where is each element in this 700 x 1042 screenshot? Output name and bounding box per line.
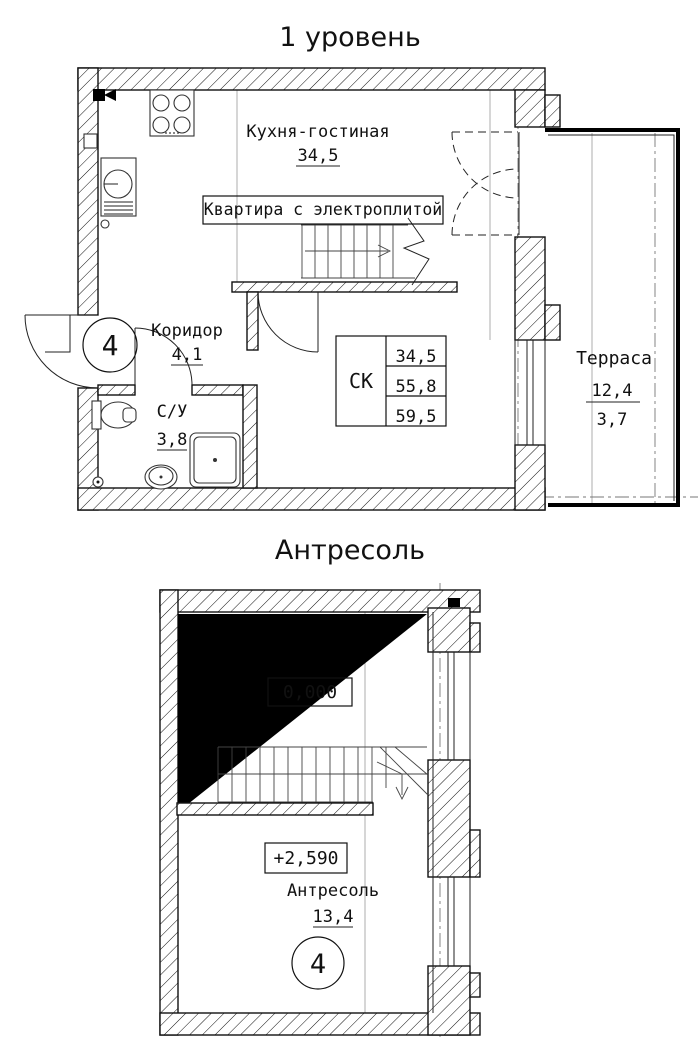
- elevation-mezzanine: [265, 843, 347, 873]
- window-right: [515, 340, 545, 445]
- mezzanine-room-name: Антресоль: [286, 881, 380, 901]
- unit-number-badge: [83, 318, 137, 372]
- kitchen-door: [258, 292, 318, 352]
- terrace-area-reduced: 3,7: [596, 410, 628, 430]
- shower-icon: [190, 433, 240, 487]
- note-text: Квартира с электроплитой: [203, 200, 443, 219]
- area-table: [336, 336, 446, 427]
- mezzanine-edge: [177, 803, 373, 815]
- unit-number-mezz: 4: [309, 949, 327, 980]
- floor-drain-icon: [93, 477, 103, 487]
- terrace-area-total: 12,4: [591, 381, 633, 401]
- kitchen-name: Кухня-гостиная: [246, 122, 390, 142]
- toilet-icon: [92, 401, 136, 429]
- elevation-ground-value: 0,000: [282, 682, 338, 703]
- mezzanine-title: Антресоль: [274, 535, 426, 566]
- area-table-v3: 59,5: [395, 407, 437, 427]
- stove-icon: [150, 90, 194, 136]
- void-wedge: [178, 614, 427, 812]
- bathroom-area: 3,8: [156, 430, 188, 450]
- terrace-double-door: [452, 132, 519, 235]
- stairs-mezzanine: [218, 747, 428, 802]
- unit-number-badge-mezz: [292, 937, 344, 989]
- stairs-level1: [301, 218, 429, 285]
- area-table-v1: 34,5: [395, 347, 437, 367]
- area-table-v2: 55,8: [395, 377, 437, 397]
- area-table-label: СК: [348, 369, 374, 393]
- mezzanine-plan: [0, 575, 700, 1042]
- elevation-mezzanine-value: +2,590: [273, 848, 339, 869]
- corridor-name: Коридор: [151, 321, 223, 341]
- level1-title: 1 уровень: [279, 22, 421, 53]
- bathroom-name: С/У: [156, 402, 188, 422]
- mezzanine-room-area: 13,4: [312, 907, 354, 927]
- entrance-door: [25, 315, 98, 388]
- kitchen-area: 34,5: [297, 146, 339, 166]
- level1-plan: [0, 55, 700, 525]
- sink-icon: [101, 158, 136, 228]
- corridor-area: 4,1: [171, 345, 203, 365]
- unit-number: 4: [101, 329, 119, 362]
- terrace-name: Терраса: [576, 348, 652, 369]
- washbasin-icon: [145, 465, 177, 489]
- terrace-outline: [545, 130, 678, 505]
